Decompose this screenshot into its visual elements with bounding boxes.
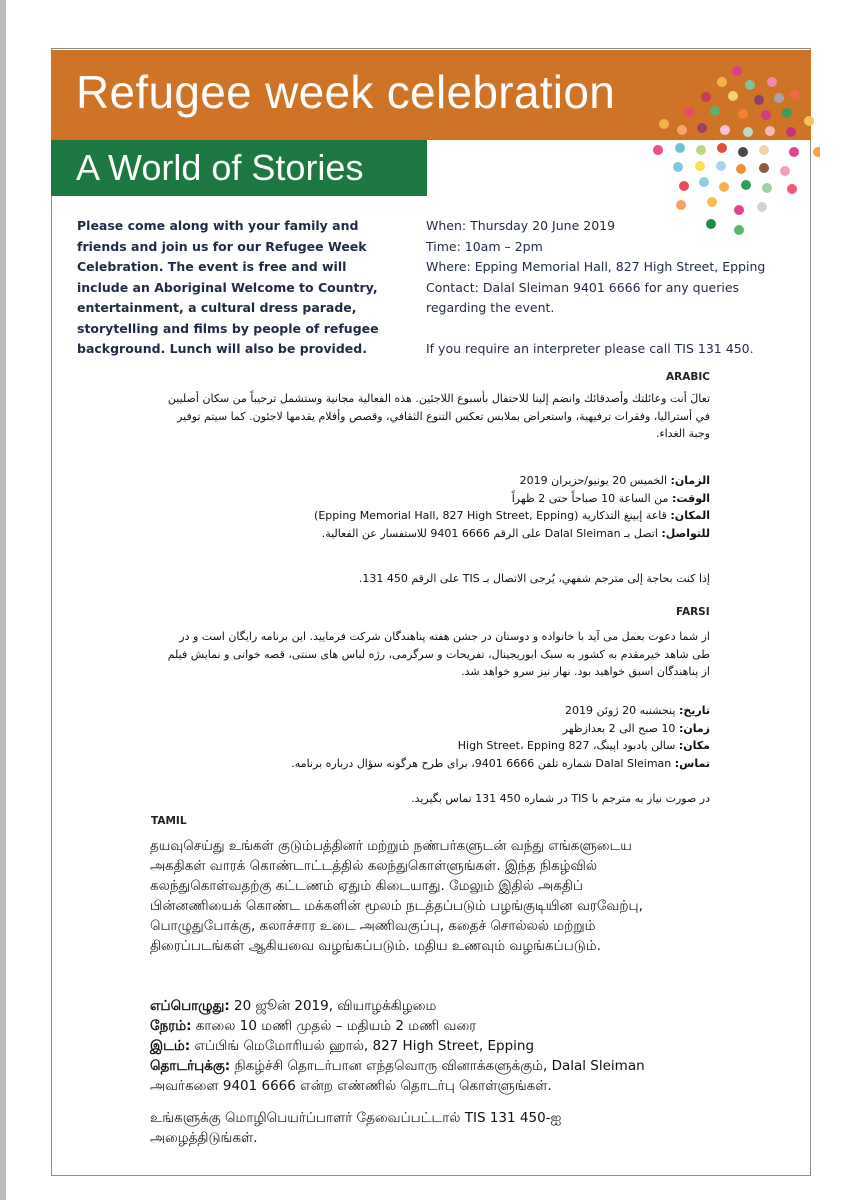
arabic-heading: ARABIC — [666, 371, 710, 383]
decorative-dots — [640, 60, 820, 240]
arabic-interpreter: إذا كنت بحاجة إلى مترجم شفهي، يُرجى الاتصال بـ TIS على الرقم 450 131. — [358, 572, 710, 585]
event-contact-cont: regarding the event. — [426, 300, 555, 315]
farsi-interpreter: در صورت نیاز به مترجم با TIS در شماره 450 131 تماس بگیرید. — [411, 792, 710, 805]
tamil-paragraph: தயவுசெய்து உங்கள் குடும்பத்தினர் மற்றும் நண்பர்களுடன் வந்து எங்களுடைய அகதிகள் வாரக் கொண்டாட்டத்தில் கலந்துகொள்ளுங்கள். இந்த நிகழ்வில் கலந்துகொள்வதற்கு கட்டணம் ஏதும் கிடையாது. மேலும் இதில் அகதிப் பின்னணியைக் கொண்ட மக்களின் மூலம் நடத்தப்படும் பழங்குடியின வரவேற்பு, பொழுதுபோக்கு, கலாச்சார உடை அணிவகுப்பு, கதைச் சொல்லல் மற்றும் திரைப்படங்கள் ஆகியவை வழங்கப்படும். மதிய உணவும் வழங்கப்படும். — [150, 838, 643, 954]
arabic-place-label: المكان: — [670, 509, 710, 522]
flyer-subtitle: A World of Stories — [76, 147, 364, 188]
interpreter-note: If you require an interpreter please call TIS 131 450. — [426, 340, 754, 356]
farsi-date-label: تاریخ: — [678, 704, 710, 717]
event-where: Where: Epping Memorial Hall, 827 High Street, Epping — [426, 259, 766, 274]
arabic-time-value: من الساعة 10 صباحاً حتى 2 ظهراً — [511, 491, 669, 505]
tamil-interpreter: உங்களுக்கு மொழிபெயர்ப்பாளர் தேவைப்பட்டால் TIS 131 450-ஐ அழைத்திடுங்கள். — [150, 1110, 562, 1146]
arabic-contact-label: للتواصل: — [661, 526, 710, 540]
event-time: Time: 10am – 2pm — [426, 238, 543, 254]
arabic-section — [160, 390, 710, 443]
farsi-contact-value: Dalal Sleiman شماره تلفن 6666 9401، برای طرح هرگونه سؤال درباره برنامه. — [291, 756, 672, 770]
farsi-contact-label: تماس: — [674, 756, 710, 770]
arabic-when-value: الخميس 20 يونيو/حزيران 2019 — [519, 474, 668, 487]
intro-paragraph: Please come along with your family and friends and join us for our Refugee Week Celebration. The event is free and will include an Aboriginal Welcome to Country, entertainment, a cultural dress parade, storytelling and films by people of refugee background. Lunch will also be provided. — [77, 218, 379, 356]
tamil-contact-label: தொடர்புக்கு: — [150, 1058, 231, 1074]
farsi-details — [160, 702, 710, 772]
event-details — [426, 216, 806, 359]
farsi-time-value: 10 صبح الی 2 بعدازظهر — [562, 721, 676, 735]
farsi-paragraph: از شما دعوت بعمل می آید با خانواده و دوستان در جشن هفته پناهندگان شرکت فرمایید. این برنامه رایگان است و در طی شاهد خیرمقدم به کشور به سبک ابوریجینال، تفریحات و سرگرمی، رژه لباس های سنتی، قصه خوانی و نمایش فیلم از پناهندگان اسبق خواهید بود. نهار نیز سرو خواهد شد. — [167, 630, 710, 678]
tamil-time-value: காலை 10 மணி முதல் – மதியம் 2 மணி வரை — [195, 1018, 477, 1034]
tamil-when-value: 20 ஜூன் 2019, வியாழக்கிழமை — [234, 998, 437, 1014]
farsi-place-label: مکان: — [678, 739, 710, 752]
event-when: When: Thursday 20 June 2019 — [426, 218, 616, 233]
tamil-place-label: இடம்: — [150, 1038, 191, 1054]
farsi-section — [160, 628, 710, 681]
tamil-place-value: எப்பிங் மெமோரியல் ஹால், 827 High Street, Epping — [194, 1038, 535, 1054]
farsi-place-value: سالن یادبود اپینگ، 827 High Street، Epping — [457, 739, 676, 752]
farsi-date-value: پنجشنبه 20 ژوئن 2019 — [565, 704, 676, 717]
arabic-paragraph: تعالَ أنت وعائلتك وأصدقائك وانضم إلينا للاحتفال بأسبوع اللاجئين. هذه الفعالية مجانية وستشمل ترحيباً من سكان أصليين في أستراليا، وفقرات ترفيهية، واستعراض بملابس تعكس التنوع الثقافي، وقصص وأفلام يقدمها لاجئون. كما سيتم توفير وجبة الغداء. — [167, 392, 710, 440]
farsi-heading: FARSI — [676, 606, 710, 618]
arabic-place-value: قاعة إبينغ التذكارية (Epping Memorial Hall, 827 High Street, Epping) — [314, 509, 667, 522]
arabic-details — [160, 472, 710, 542]
flyer-title: Refugee week celebration — [76, 66, 616, 118]
event-contact: Contact: Dalal Sleiman 9401 6666 for any queries — [426, 279, 740, 295]
arabic-contact-value: اتصل بـ Dalal Sleiman على الرقم 6666 9401 للاستفسار عن الفعالية. — [321, 526, 658, 540]
tamil-contact-value: நிகழ்ச்சி தொடர்பான எந்தவொரு வினாக்களுக்கும், Dalal Sleiman அவர்களை 9401 6666 என்ற எண்ணில் தொடர்பு கொள்ளுங்கள். — [150, 1058, 645, 1094]
arabic-time-label: الوقت: — [671, 491, 710, 505]
tamil-details — [150, 996, 660, 1096]
tamil-section — [150, 836, 660, 956]
arabic-when-label: الزمان: — [670, 474, 710, 487]
farsi-time-label: زمان: — [678, 721, 710, 735]
tamil-heading: TAMIL — [151, 815, 187, 827]
tamil-when-label: எப்பொழுது: — [150, 998, 230, 1014]
tamil-time-label: நேரம்: — [150, 1018, 192, 1034]
